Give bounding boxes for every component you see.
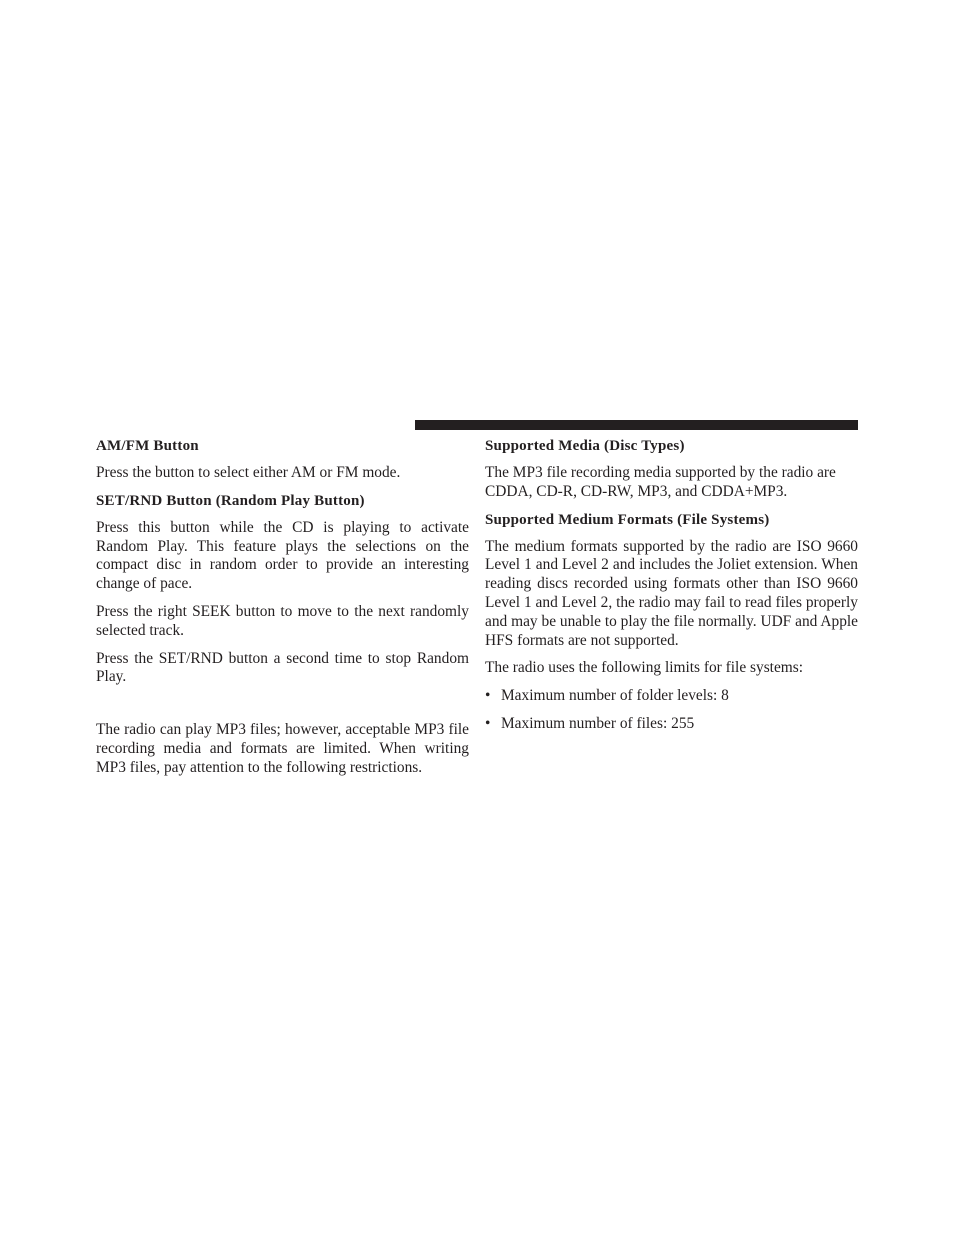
list-item: [485, 687, 858, 706]
right-column: [485, 437, 858, 743]
file-system-limits-list: [485, 687, 858, 734]
supported-media-heading: Supported Media (Disc Types): [485, 438, 685, 454]
mp3-intro-paragraph: The radio can play MP3 files; however, acceptable MP3 file recording media and formats are limited. When writing MP3 files, pay attention to the following restrictions.: [96, 721, 469, 776]
supported-media-text: The MP3 file recording media supported by the radio are CDDA, CD-R, CD-RW, MP3, and CDDA+MP3.: [485, 464, 836, 500]
bullet-icon: •: [485, 714, 491, 732]
am-fm-button-heading: AM/FM Button: [96, 438, 199, 454]
limit-files: Maximum number of files: 255: [501, 714, 695, 732]
supported-formats-paragraph: The medium formats supported by the radio are ISO 9660 Level 1 and Level 2 and includes the Joliet extension. When reading discs recorded using formats other than ISO 9660 Level 1 and Level 2, the radio may fail to read files properly and may be unable to play the file normally. UDF and Apple HFS formats are not supported.: [485, 537, 858, 649]
left-column: [96, 437, 469, 787]
limit-folder-levels: Maximum number of folder levels: 8: [501, 687, 729, 705]
set-rnd-button-heading: SET/RND Button (Random Play Button): [96, 492, 365, 509]
set-rnd-paragraph-2: Press the right SEEK button to move to the next randomly selected track.: [96, 602, 469, 639]
set-rnd-paragraph-3: Press the SET/RND button a second time to stop Random Play.: [96, 649, 469, 686]
am-fm-button-text: Press the button to select either AM or FM mode.: [96, 464, 401, 481]
bullet-icon: •: [485, 687, 491, 705]
section-gap: [96, 696, 469, 721]
list-item: [485, 715, 858, 734]
supported-formats-heading: Supported Medium Formats (File Systems): [485, 511, 770, 528]
set-rnd-paragraph-1: Press this button while the CD is playing to activate Random Play. This feature plays the selections on the compact disc in random order to provide an interesting change of pace.: [96, 518, 469, 593]
file-system-limits-intro: The radio uses the following limits for file systems:: [485, 659, 804, 677]
header-bar: [415, 420, 858, 430]
